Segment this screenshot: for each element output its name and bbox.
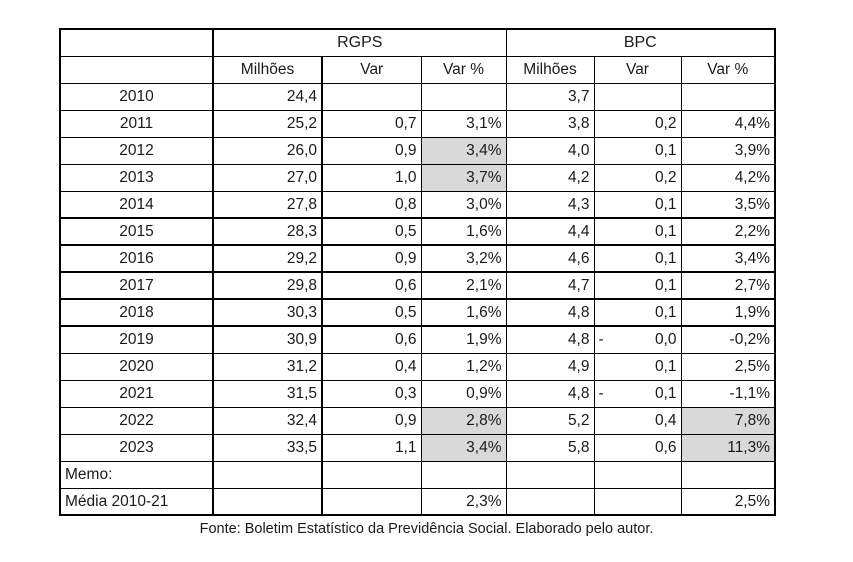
source-note: Fonte: Boletim Estatístico da Previdência Social. Elaborado pelo autor. <box>199 521 654 537</box>
bpc-var-cell: 0,1 <box>594 299 681 326</box>
rgps-varpct-cell: 2,8% <box>421 407 506 434</box>
bpc-milhoes-cell: 4,9 <box>506 353 594 380</box>
bpc-varpct-cell: 4,2% <box>681 164 775 191</box>
bpc-milhoes-cell: 4,2 <box>506 164 594 191</box>
bpc-varpct-cell: 3,9% <box>681 137 775 164</box>
rgps-milhoes-cell: 26,0 <box>213 137 322 164</box>
rgps-varpct-cell: 3,7% <box>421 164 506 191</box>
bpc-varpct-cell: -1,1% <box>681 380 775 407</box>
year-cell: 2015 <box>60 218 213 245</box>
group-header-row <box>60 29 775 56</box>
bpc-varpct-cell <box>681 83 775 110</box>
col-header-bpc-milhoes: Milhões <box>506 56 594 83</box>
bpc-milhoes-cell: 4,6 <box>506 245 594 272</box>
bpc-varpct-cell <box>681 461 775 488</box>
table-row <box>60 434 775 461</box>
bpc-varpct-cell: 11,3% <box>681 434 775 461</box>
rgps-varpct-cell: 1,9% <box>421 326 506 353</box>
year-cell: 2023 <box>60 434 213 461</box>
negative-sign: - <box>598 384 604 402</box>
bpc-var-cell: 0,2 <box>594 164 681 191</box>
rgps-varpct-cell: 1,2% <box>421 353 506 380</box>
rgps-milhoes-cell: 30,3 <box>213 299 322 326</box>
bpc-var-cell: 0,1 <box>594 137 681 164</box>
rgps-milhoes-cell: 30,9 <box>213 326 322 353</box>
rgps-var-cell <box>322 488 421 515</box>
bpc-varpct-cell: 2,5% <box>681 353 775 380</box>
bpc-var-cell <box>594 83 681 110</box>
bpc-varpct-cell: 7,8% <box>681 407 775 434</box>
rgps-varpct-cell: 3,4% <box>421 434 506 461</box>
rgps-milhoes-cell: 27,0 <box>213 164 322 191</box>
rgps-varpct-cell: 3,0% <box>421 191 506 218</box>
rgps-milhoes-cell: 27,8 <box>213 191 322 218</box>
rgps-varpct-cell: 0,9% <box>421 380 506 407</box>
corner-cell-2 <box>60 56 213 83</box>
col-header-bpc-varpct: Var % <box>681 56 775 83</box>
rgps-var-cell: 0,4 <box>322 353 421 380</box>
year-cell: 2016 <box>60 245 213 272</box>
bpc-varpct-cell: 2,2% <box>681 218 775 245</box>
bpc-milhoes-cell: 4,4 <box>506 218 594 245</box>
year-cell: Média 2010-21 <box>60 488 213 515</box>
bpc-milhoes-cell: 5,8 <box>506 434 594 461</box>
table-row <box>60 191 775 218</box>
rgps-var-cell: 1,0 <box>322 164 421 191</box>
table-body <box>60 83 775 515</box>
bpc-var-cell: 0,1 <box>594 218 681 245</box>
rgps-varpct-cell <box>421 83 506 110</box>
table-row <box>60 326 775 353</box>
year-cell: 2019 <box>60 326 213 353</box>
bpc-milhoes-cell: 4,7 <box>506 272 594 299</box>
rgps-milhoes-cell <box>213 461 322 488</box>
table-row <box>60 245 775 272</box>
rgps-varpct-cell: 2,3% <box>421 488 506 515</box>
year-cell: 2010 <box>60 83 213 110</box>
rgps-milhoes-cell: 29,2 <box>213 245 322 272</box>
rgps-var-cell: 0,9 <box>322 245 421 272</box>
negative-sign: - <box>598 331 604 348</box>
rgps-var-cell: 0,6 <box>322 272 421 299</box>
col-header-rgps-milhoes: Milhões <box>213 56 322 83</box>
rgps-var-cell: 0,9 <box>322 137 421 164</box>
bpc-milhoes-cell: 4,3 <box>506 191 594 218</box>
rgps-milhoes-cell: 29,8 <box>213 272 322 299</box>
col-header-bpc-var: Var <box>594 56 681 83</box>
bpc-varpct-cell: 4,4% <box>681 110 775 137</box>
bpc-varpct-cell: -0,2% <box>681 326 775 353</box>
year-cell: 2020 <box>60 353 213 380</box>
rgps-milhoes-cell <box>213 488 322 515</box>
table-row <box>60 407 775 434</box>
bpc-var-cell <box>594 461 681 488</box>
rgps-var-cell: 0,5 <box>322 218 421 245</box>
rgps-var-cell: 0,3 <box>322 380 421 407</box>
table-row <box>60 488 775 515</box>
rgps-var-cell <box>322 461 421 488</box>
bpc-varpct-cell: 2,7% <box>681 272 775 299</box>
rgps-var-cell <box>322 83 421 110</box>
bpc-var-cell <box>594 326 681 353</box>
rgps-var-cell: 1,1 <box>322 434 421 461</box>
bpc-var-cell: 0,1 <box>594 245 681 272</box>
bpc-milhoes-cell: 5,2 <box>506 407 594 434</box>
year-cell: 2018 <box>60 299 213 326</box>
year-cell: 2014 <box>60 191 213 218</box>
col-header-rgps-var: Var <box>322 56 421 83</box>
bpc-var-cell: 0,1 <box>594 353 681 380</box>
rgps-milhoes-cell: 28,3 <box>213 218 322 245</box>
bpc-group-header: BPC <box>506 29 775 56</box>
rgps-var-cell: 0,9 <box>322 407 421 434</box>
bpc-var-cell <box>594 488 681 515</box>
rgps-varpct-cell: 2,1% <box>421 272 506 299</box>
bpc-varpct-cell: 3,4% <box>681 245 775 272</box>
bpc-milhoes-cell: 3,8 <box>506 110 594 137</box>
bpc-var-cell: 0,1 <box>594 272 681 299</box>
year-cell: 2021 <box>60 380 213 407</box>
bpc-milhoes-cell: 3,7 <box>506 83 594 110</box>
table-row <box>60 299 775 326</box>
bpc-milhoes-cell <box>506 488 594 515</box>
column-header-row <box>60 56 775 83</box>
rgps-varpct-cell: 1,6% <box>421 218 506 245</box>
rgps-var-cell: 0,7 <box>322 110 421 137</box>
col-header-rgps-varpct: Var % <box>421 56 506 83</box>
bpc-milhoes-cell: 4,8 <box>506 326 594 353</box>
bpc-var-cell: 0,2 <box>594 110 681 137</box>
bpc-milhoes-cell <box>506 461 594 488</box>
year-cell: Memo: <box>60 461 213 488</box>
year-cell: 2022 <box>60 407 213 434</box>
table-row <box>60 164 775 191</box>
bpc-var-cell <box>594 380 681 407</box>
rgps-milhoes-cell: 33,5 <box>213 434 322 461</box>
rgps-varpct-cell: 3,4% <box>421 137 506 164</box>
table-row <box>60 83 775 110</box>
rgps-group-header: RGPS <box>213 29 506 56</box>
table-row <box>60 272 775 299</box>
table-row <box>60 380 775 407</box>
table-row <box>60 137 775 164</box>
rgps-var-cell: 0,6 <box>322 326 421 353</box>
bpc-milhoes-cell: 4,8 <box>506 299 594 326</box>
rgps-varpct-cell: 3,1% <box>421 110 506 137</box>
rgps-milhoes-cell: 31,5 <box>213 380 322 407</box>
rgps-milhoes-cell: 32,4 <box>213 407 322 434</box>
bpc-milhoes-cell: 4,0 <box>506 137 594 164</box>
bpc-var-cell: 0,6 <box>594 434 681 461</box>
bpc-varpct-cell: 3,5% <box>681 191 775 218</box>
table-row <box>60 110 775 137</box>
year-cell: 2011 <box>60 110 213 137</box>
rgps-var-cell: 0,5 <box>322 299 421 326</box>
bpc-var-cell: 0,4 <box>594 407 681 434</box>
rgps-varpct-cell: 1,6% <box>421 299 506 326</box>
year-cell: 2013 <box>60 164 213 191</box>
corner-cell <box>60 29 213 56</box>
rgps-milhoes-cell: 31,2 <box>213 353 322 380</box>
bpc-var-cell: 0,1 <box>594 191 681 218</box>
bpc-varpct-cell: 2,5% <box>681 488 775 515</box>
table-row <box>60 218 775 245</box>
bpc-varpct-cell: 1,9% <box>681 299 775 326</box>
table-row <box>60 461 775 488</box>
benefits-table <box>59 28 776 516</box>
bpc-var-value: 0,0 <box>654 331 677 348</box>
year-cell: 2012 <box>60 137 213 164</box>
rgps-milhoes-cell: 25,2 <box>213 110 322 137</box>
table-row <box>60 353 775 380</box>
bpc-milhoes-cell: 4,8 <box>506 380 594 407</box>
rgps-varpct-cell: 3,2% <box>421 245 506 272</box>
rgps-milhoes-cell: 24,4 <box>213 83 322 110</box>
rgps-varpct-cell <box>421 461 506 488</box>
year-cell: 2017 <box>60 272 213 299</box>
rgps-var-cell: 0,8 <box>322 191 421 218</box>
bpc-var-value: 0,1 <box>654 384 677 402</box>
